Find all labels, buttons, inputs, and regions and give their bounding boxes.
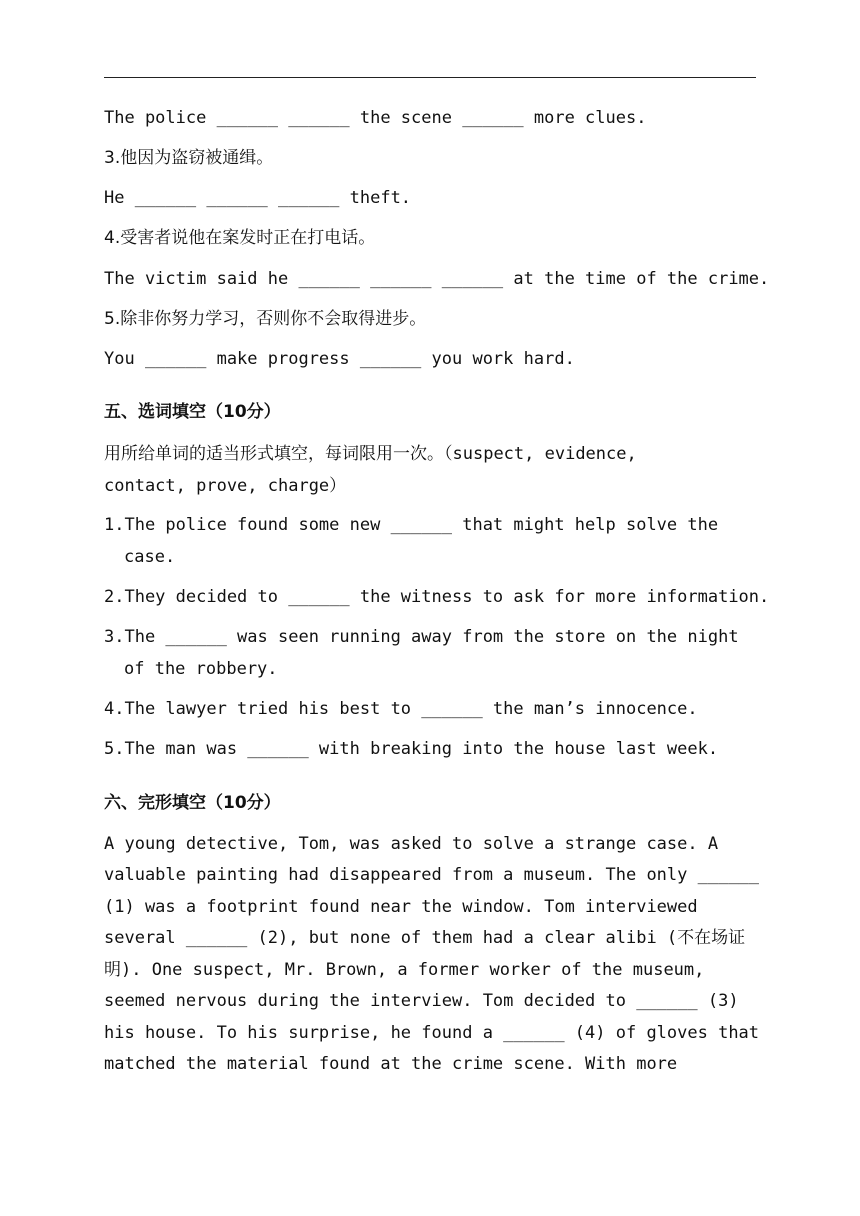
passage-line: seemed nervous during the interview. Tom decided to ______ (3) [104, 991, 739, 1011]
section5-item-3-cont: of the robbery. [124, 659, 278, 679]
section5-item-2: 2.They decided to ______ the witness to ask for more information. [104, 587, 770, 607]
translation-q5-chinese: 5.除非你努力学习，否则你不会取得进步。 [104, 309, 427, 329]
passage-line: (1) was a footprint found near the window. Tom interviewed [104, 897, 698, 917]
translation-q4-chinese: 4.受害者说他在案发时正在打电话。 [104, 228, 376, 248]
section5-instruction-line2: contact, prove, charge） [104, 476, 347, 496]
section5-item-4: 4.The lawyer tried his best to ______ the man’s innocence. [104, 699, 698, 719]
translation-q4-english: The victim said he ______ ______ ______ at the time of the crime. [104, 269, 770, 289]
section5-heading: 五、选词填空（10分） [104, 402, 281, 422]
passage-line: A young detective, Tom, was asked to solve a strange case. A [104, 834, 719, 854]
passage-line: valuable painting had disappeared from a museum. The only ______ [104, 865, 760, 885]
section5-instruction-line1: 用所给单词的适当形式填空，每词限用一次。（suspect, evidence, [104, 444, 637, 464]
translation-q3-chinese: 3.他因为盗窃被通缉。 [104, 148, 274, 168]
passage-line: several ______ (2), but none of them had a clear alibi (不在场证 [104, 928, 746, 948]
translation-q5-english: You ______ make progress ______ you work hard. [104, 349, 575, 369]
passage-line: matched the material found at the crime scene. With more [104, 1054, 678, 1074]
passage-line: 明). One suspect, Mr. Brown, a former worker of the museum, [104, 960, 705, 980]
section5-item-5: 5.The man was ______ with breaking into the house last week. [104, 739, 719, 759]
translation-q3-english: He ______ ______ ______ theft. [104, 188, 412, 208]
section5-item-1-cont: case. [124, 547, 176, 567]
section5-item-1: 1.The police found some new ______ that might help solve the [104, 515, 719, 535]
passage-line: his house. To his surprise, he found a ______ (4) of gloves that [104, 1023, 760, 1043]
section6-heading: 六、完形填空（10分） [104, 793, 281, 813]
header-rule [104, 77, 756, 78]
translation-q2-english: The police ______ ______ the scene ______ more clues. [104, 108, 647, 128]
section5-item-3: 3.The ______ was seen running away from the store on the night [104, 627, 739, 647]
